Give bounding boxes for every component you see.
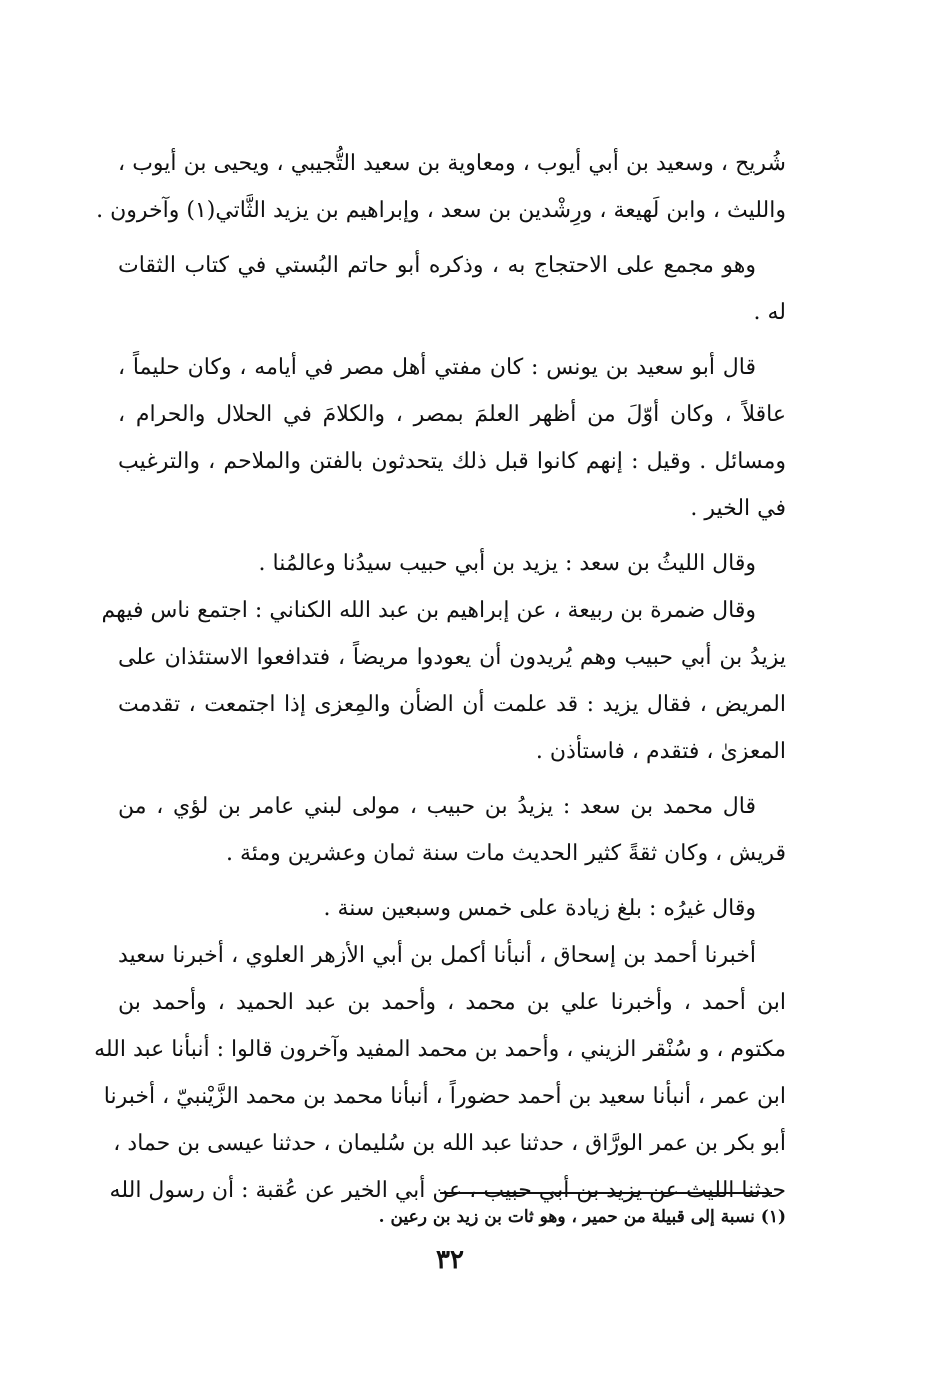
text-line: ومسائل . وقيل : إنهم كانوا قبل ذلك يتحدثون بالفتن والملاحم ، والترغيب bbox=[118, 449, 786, 474]
main-text bbox=[94, 140, 786, 1214]
text-line: مكتوم ، و سُنْقر الزيني ، وأحمد بن محمد المفيد وآخرون قالوا : أنبأنا عبد الله bbox=[94, 1037, 786, 1062]
footnote-divider bbox=[440, 1192, 772, 1194]
text-line: قريش ، وكان ثقةً كثير الحديث مات سنة ثمان وعشرين ومئة . bbox=[225, 841, 786, 866]
text-line: المعزىٰ ، فتقدم ، فاستأذن . bbox=[535, 739, 786, 764]
text-line: المريض ، فقال يزيد : قد علمت أن الضأن والمِعزى إذا اجتمعت ، تقدمت bbox=[118, 692, 786, 717]
text-line: ابن أحمد ، وأخبرنا علي بن محمد ، وأحمد بن عبد الحميد ، وأحمد بن bbox=[118, 990, 786, 1015]
text-line: وقال غيرُه : بلغ زيادة على خمس وسبعين سنة . bbox=[323, 896, 756, 921]
text-line: له . bbox=[753, 300, 786, 325]
text-line: أبو بكر بن عمر الورَّاق ، حدثنا عبد الله بن سُليمان ، حدثنا عيسى بن حماد ، bbox=[113, 1131, 786, 1156]
text-line: قال أبو سعيد بن يونس : كان مفتي أهل مصر في أيامه ، وكان حليماً ، bbox=[118, 355, 756, 380]
text-line: أخبرنا أحمد بن إسحاق ، أنبأنا أكمل بن أبي الأزهر العلوي ، أخبرنا سعيد bbox=[118, 943, 756, 968]
footnote: (١) نسبة إلى قبيلة من حمير ، وهو ثات بن زيد بن رعين . bbox=[378, 1207, 786, 1227]
text-line: والليث ، وابن لَهيعة ، ورِشْدين بن سعد ، وإبراهيم بن يزيد الثَّاتي(١) وآخرون . bbox=[96, 198, 786, 223]
text-line: في الخير . bbox=[690, 496, 786, 521]
text-line: وهو مجمع على الاحتجاج به ، وذكره أبو حاتم البُستي في كتاب الثقات bbox=[118, 253, 756, 278]
text-line: عاقلاً ، وكان أوّلَ من أظهر العلمَ بمصر ، والكلامَ في الحلال والحرام ، bbox=[118, 402, 786, 427]
page-number: ٣٢ bbox=[436, 1245, 464, 1275]
text-line: وقال ضمرة بن ربيعة ، عن إبراهيم بن عبد الله الكناني : اجتمع ناس فيهم bbox=[101, 598, 756, 623]
text-line: شُريح ، وسعيد بن أبي أيوب ، ومعاوية بن سعيد التُّجيبي ، ويحيى بن أيوب ، bbox=[118, 151, 786, 176]
text-line: وقال الليثُ بن سعد : يزيد بن أبي حبيب سيدُنا وعالمُنا . bbox=[258, 551, 756, 576]
text-line: ابن عمر ، أنبأنا سعيد بن أحمد حضوراً ، أنبأنا محمد بن محمد الزَّيْنبيّ ، أخبرنا bbox=[103, 1084, 786, 1109]
text-line: قال محمد بن سعد : يزيدُ بن حبيب ، مولى لبني عامر بن لؤي ، من bbox=[118, 794, 756, 819]
text-line: يزيدُ بن أبي حبيب وهم يُريدون أن يعودوا مريضاً ، فتدافعوا الاستئذان على bbox=[118, 645, 786, 670]
text-line: حدثنا الليث عن يزيد بن أبي حبيب ، عن أبي الخير عن عُقبة : أن رسول الله bbox=[109, 1178, 786, 1203]
